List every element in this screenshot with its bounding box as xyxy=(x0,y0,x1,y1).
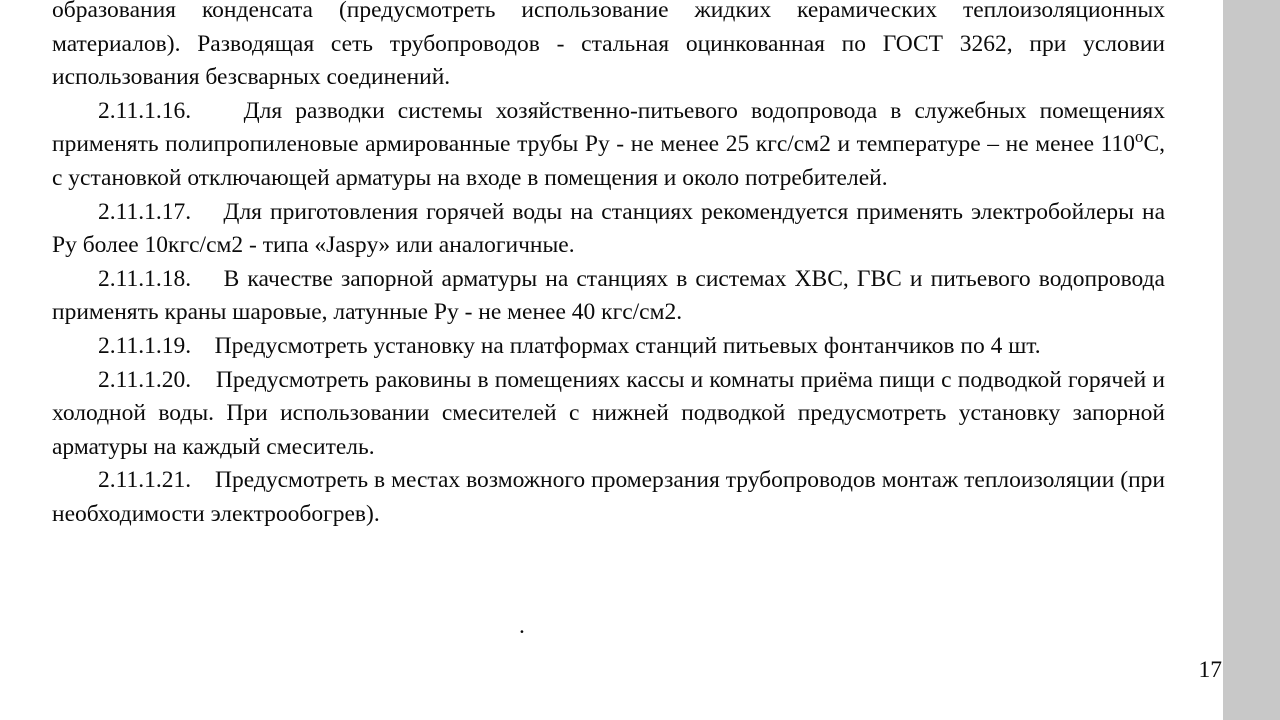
paragraph-number: 2.11.1.20. xyxy=(98,366,192,393)
scrollbar-gutter[interactable] xyxy=(1223,0,1280,720)
paragraph-text: Предусмотреть в местах возможного промерзания трубопроводов монтаж теплоизоляции (при необходимости электрообогрев). xyxy=(52,467,1166,527)
paragraph-2-11-1-21 xyxy=(52,464,1165,531)
paragraph-number: 2.11.1.17. xyxy=(98,198,192,225)
paragraph-continued-text: образования конденсата (предусмотреть использование жидких керамических теплоизоляционных материалов). Разводящая сеть трубопроводов - стальная оцинкованная по ГОСТ 3262, при условии использования безсварных соединений. xyxy=(52,0,1165,91)
degree-symbol: о xyxy=(1134,127,1144,147)
paragraph-2-11-1-19 xyxy=(52,330,1165,364)
paragraph-continued xyxy=(52,0,1165,95)
page-number: 17 xyxy=(1198,657,1222,683)
paragraph-text-part1: Для разводки системы хозяйственно-питьевого водопровода в служебных помещениях применять полипропиленовые армированные трубы Ру - не менее 25 кгс/см2 и температуре – не менее 110 xyxy=(52,97,1165,158)
paragraph-text: Предусмотреть установку на платформах станций питьевых фонтанчиков по 4 шт. xyxy=(214,332,1041,359)
paragraph-2-11-1-16 xyxy=(52,95,1165,196)
paragraph-text: Для приготовления горячей воды на станциях рекомендуется применять электробойлеры на Ру более 10кгс/см2 - типа «Jaspy» или аналогичные. xyxy=(52,198,1166,259)
paragraph-text: Предусмотреть раковины в помещениях кассы и комнаты приёма пищи с подводкой горячей и холодной воды. При использовании смесителей с нижней подводкой предусмотреть установку запорной арматуры на каждый смеситель. xyxy=(52,366,1166,460)
paragraph-number: 2.11.1.19. xyxy=(98,332,192,359)
paragraph-number: 2.11.1.21. xyxy=(98,467,192,494)
paragraph-2-11-1-18 xyxy=(52,263,1165,330)
stray-mark: . xyxy=(519,613,525,639)
paragraph-2-11-1-20 xyxy=(52,364,1165,465)
paragraph-2-11-1-17 xyxy=(52,196,1165,263)
paragraph-number: 2.11.1.16. xyxy=(98,97,192,124)
paragraph-text: В качестве запорной арматуры на станциях в системах ХВС, ГВС и питьевого водопровода применять краны шаровые, латунные Ру - не менее 40 кгс/см2. xyxy=(52,265,1165,326)
paragraph-number: 2.11.1.18. xyxy=(98,265,192,292)
paragraph-text-part2: С, с установкой отключающей арматуры на входе в помещения и около потребителей. xyxy=(52,131,1165,191)
